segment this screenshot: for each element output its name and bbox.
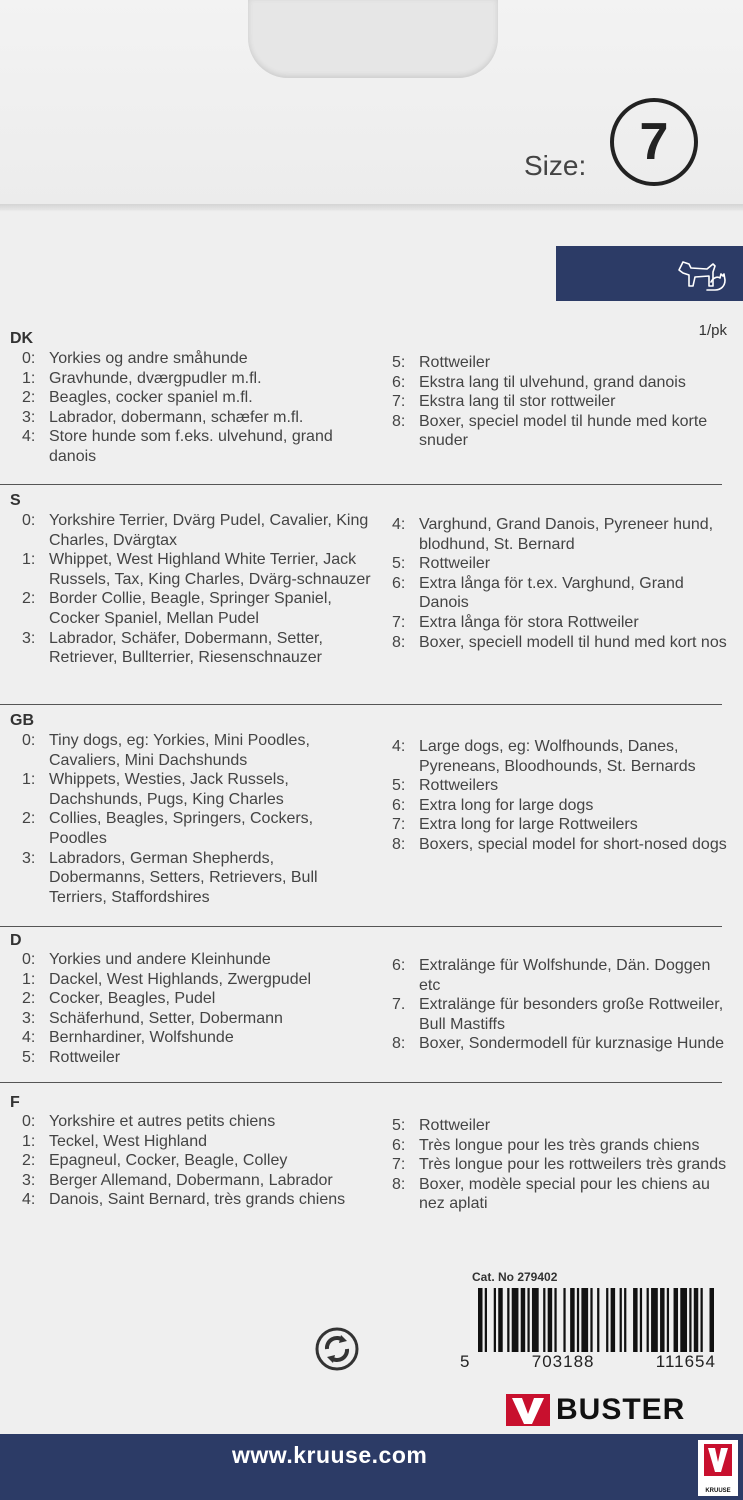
size-list-item: [22, 1028, 372, 1048]
size-number: 8:: [392, 1175, 406, 1193]
size-list-item: [22, 388, 372, 408]
breed-description: Bernhardiner, Wolfshunde: [49, 1029, 234, 1047]
d-right-list: [392, 956, 727, 1054]
breed-description: Labradors, German Shepherds, Dobermanns, Setters, Retrievers, Bull Terriers, Staffordshires: [49, 849, 318, 906]
size-list-item: [22, 770, 372, 809]
brand-name: BUSTER: [556, 1393, 686, 1426]
size-number: 8:: [392, 412, 406, 430]
gb-left-list: [22, 731, 372, 907]
hang-slot: [248, 0, 498, 78]
breed-description: Large dogs, eg: Wolfhounds, Danes, Pyreneans, Bloodhounds, St. Bernards: [419, 738, 696, 775]
size-number: 6:: [392, 796, 406, 814]
size-number: 0:: [22, 732, 36, 749]
barcode-bar: [554, 1288, 556, 1352]
size-number: 0:: [22, 350, 36, 367]
size-number: 1:: [22, 369, 36, 387]
catalog-number: Cat. No 279402: [472, 1270, 558, 1284]
size-number: 8:: [392, 835, 406, 853]
size-number: 8:: [392, 1035, 406, 1053]
breed-description: Extralänge für Wolfshunde, Dän. Doggen etc: [419, 957, 711, 994]
size-list-item: [392, 554, 732, 574]
size-number: 6:: [392, 957, 406, 974]
size-list-item: [22, 809, 372, 848]
barcode-bar: [581, 1288, 588, 1352]
breed-description: Labrador, Schäfer, Dobermann, Setter, Retriever, Bullterrier, Riesenschnauzer: [49, 629, 323, 667]
size-list-item: [392, 796, 727, 816]
size-list-item: [392, 956, 727, 995]
size-list-item: [392, 776, 727, 796]
size-number: 3:: [22, 408, 36, 426]
size-list-item: [22, 589, 372, 628]
size-label: Size:: [524, 150, 587, 181]
section-divider: [0, 926, 722, 927]
size-list-item: [392, 1034, 727, 1054]
breed-description: Tiny dogs, eg: Yorkies, Mini Poodles, Cavaliers, Mini Dachshunds: [49, 732, 310, 769]
maker-name: KRUUSE: [705, 1488, 731, 1494]
lang-code-s: S: [10, 492, 21, 509]
lang-code-gb: GB: [10, 712, 34, 729]
barcode-bar: [543, 1288, 545, 1352]
size-list-item: [22, 408, 372, 428]
size-number: 4:: [392, 738, 406, 755]
size-list-item: [22, 970, 372, 990]
breed-description: Très longue pour les rottweilers très grands: [419, 1156, 727, 1174]
size-list-item: [392, 574, 732, 613]
size-list-item: [22, 550, 372, 589]
size-list-item: [22, 1171, 372, 1191]
size-list-item: [392, 373, 727, 393]
barcode: [478, 1288, 714, 1352]
size-number: 6:: [392, 373, 406, 391]
size-number: 3:: [22, 1009, 36, 1027]
breed-description: Danois, Saint Bernard, très grands chiens: [49, 1191, 346, 1209]
lang-code-f: F: [10, 1094, 20, 1111]
breed-description: Store hunde som f.eks. ulvehund, grand danois: [49, 428, 333, 465]
size-number: 5:: [392, 555, 406, 573]
barcode-bar: [563, 1288, 565, 1352]
size-list-item: [22, 731, 372, 770]
size-number: 4:: [22, 1191, 36, 1209]
species-bar: [556, 246, 743, 301]
size-list-item: [22, 1112, 372, 1132]
recycle-icon: [315, 1327, 359, 1371]
breed-description: Rottweiler: [419, 555, 491, 573]
breed-description: Yorkies und andere Kleinhunde: [49, 951, 271, 968]
barcode-digit-group: 703188: [531, 1352, 595, 1371]
size-number: 6:: [392, 574, 406, 592]
barcode-bar: [667, 1288, 669, 1352]
breed-description: Rottweiler: [419, 1117, 491, 1134]
dog-cat-icon: [673, 252, 729, 294]
breed-description: Gravhunde, dværgpudler m.fl.: [49, 369, 262, 387]
barcode-bar: [532, 1288, 539, 1352]
barcode-bar: [548, 1288, 552, 1352]
size-number: 4:: [392, 516, 406, 533]
barcode-bar: [620, 1288, 622, 1352]
size-list-item: [22, 349, 372, 369]
barcode-bar: [478, 1288, 482, 1352]
breed-description: Boxer, speciel model til hunde med korte snuder: [419, 412, 708, 450]
barcode-digit-group: 111654: [655, 1352, 716, 1371]
size-number: 3:: [22, 849, 36, 867]
size-number: 2:: [22, 990, 36, 1008]
breed-description: Ekstra lang til ulvehund, grand danois: [419, 373, 686, 391]
size-list-item: [392, 1155, 732, 1175]
size-list-item: [22, 1190, 372, 1210]
d-left-list: [22, 950, 372, 1068]
size-number: 0:: [22, 951, 36, 968]
size-list-item: [22, 1009, 372, 1029]
breed-description: Teckel, West Highland: [49, 1132, 207, 1150]
s-left-list: [22, 511, 372, 668]
breed-description: Whippet, West Highland White Terrier, Jack Russels, Tax, King Charles, Dvärg-schnauzer: [49, 551, 371, 588]
barcode-bar: [689, 1288, 691, 1352]
size-number: 1:: [22, 551, 36, 569]
breed-description: Yorkshire et autres petits chiens: [49, 1113, 276, 1130]
size-number: 2:: [22, 389, 36, 407]
size-number: 0:: [22, 1113, 36, 1130]
breed-description: Extra långa för t.ex. Varghund, Grand Danois: [419, 574, 684, 612]
size-list-item: [392, 633, 732, 653]
size-number: 1:: [22, 771, 36, 789]
breed-description: Rottweiler: [49, 1048, 121, 1066]
barcode-bar: [606, 1288, 608, 1352]
breed-description: Schäferhund, Setter, Dobermann: [49, 1009, 283, 1027]
kruuse-logo: [698, 1440, 738, 1496]
section-divider: [0, 1082, 722, 1083]
barcode-bar: [694, 1288, 698, 1352]
size-list-item: [22, 1151, 372, 1171]
size-number: 5:: [22, 1048, 36, 1066]
size-list-item: [22, 427, 372, 466]
breed-description: Extralänge für besonders große Rottweiler, Bull Mastiffs: [419, 996, 724, 1033]
barcode-bar: [494, 1288, 496, 1352]
dk-right-list: [392, 353, 727, 451]
size-list-item: [392, 515, 732, 554]
size-number: 7:: [392, 613, 406, 631]
breed-description: Labrador, dobermann, schæfer m.fl.: [49, 408, 304, 426]
breed-description: Collies, Beagles, Springers, Cockers, Poodles: [49, 810, 314, 847]
size-list-item: [22, 511, 372, 550]
size-list-item: [392, 815, 727, 835]
size-list-item: [392, 835, 727, 855]
buster-logo: [506, 1392, 685, 1428]
barcode-bar: [680, 1288, 687, 1352]
size-list-item: [392, 613, 732, 633]
barcode-bar: [512, 1288, 519, 1352]
section-divider: [0, 704, 722, 705]
barcode-bar: [633, 1288, 637, 1352]
size-number: 3:: [22, 629, 36, 647]
breed-description: Ekstra lang til stor rottweiler: [419, 393, 616, 411]
size-list-item: [22, 849, 372, 908]
gb-right-list: [392, 737, 727, 855]
size-number: 4:: [22, 1029, 36, 1047]
breed-description: Très longue pour les très grands chiens: [419, 1136, 700, 1154]
buster-v-mark-icon: [506, 1394, 550, 1426]
barcode-bar: [521, 1288, 525, 1352]
breed-description: Boxers, special model for short-nosed dogs: [419, 835, 727, 853]
website-url[interactable]: www.kruuse.com: [232, 1442, 428, 1468]
breed-description: Varghund, Grand Danois, Pyreneer hund, blodhund, St. Bernard: [419, 516, 714, 553]
breed-description: Extra long for large dogs: [419, 796, 594, 814]
barcode-bar: [674, 1288, 678, 1352]
size-number: 2:: [22, 810, 36, 828]
breed-description: Boxer, speciell modell til hund med kort nos: [419, 633, 727, 651]
kruuse-v-icon: [698, 1440, 738, 1484]
size-value: 7: [639, 113, 669, 171]
size-list-item: [22, 989, 372, 1009]
barcode-digits: [460, 1352, 716, 1372]
barcode-digit-group: 5: [460, 1352, 471, 1371]
size-list-item: [22, 1048, 372, 1068]
size-number: 1:: [22, 1132, 36, 1150]
lang-code-d: D: [10, 932, 22, 949]
f-left-list: [22, 1112, 372, 1210]
dk-left-list: [22, 349, 372, 467]
s-right-list: [392, 515, 732, 652]
f-right-list: [392, 1116, 732, 1214]
breed-description: Berger Allemand, Dobermann, Labrador: [49, 1171, 333, 1189]
breed-description: Beagles, cocker spaniel m.fl.: [49, 389, 253, 407]
size-list-item: [392, 412, 727, 451]
size-number: 7:: [392, 816, 406, 834]
barcode-bar: [611, 1288, 615, 1352]
size-number: 5:: [392, 1117, 406, 1134]
breed-description: Epagneul, Cocker, Beagle, Colley: [49, 1152, 288, 1170]
breed-description: Rottweiler: [419, 354, 491, 371]
breed-description: Yorkshire Terrier, Dvärg Pudel, Cavalier, King Charles, Dvärgtax: [49, 512, 369, 549]
size-number: 7:: [392, 1156, 406, 1174]
size-list-item: [392, 353, 727, 373]
size-number: 6:: [392, 1136, 406, 1154]
size-list-item: [22, 629, 372, 668]
breed-description: Extra long for large Rottweilers: [419, 816, 638, 834]
size-number: 5:: [392, 354, 406, 371]
barcode-bar: [577, 1288, 579, 1352]
size-number: 7:: [392, 393, 406, 411]
barcode-bar: [710, 1288, 714, 1352]
size-number: 1:: [22, 970, 36, 988]
barcode-bar: [485, 1288, 487, 1352]
size-list-item: [392, 1175, 732, 1214]
fold-shadow: [0, 204, 743, 212]
size-number: 4:: [22, 428, 36, 446]
size-badge: [610, 98, 698, 186]
breed-description: Cocker, Beagles, Pudel: [49, 990, 216, 1008]
breed-description: Dackel, West Highlands, Zwergpudel: [49, 970, 312, 988]
barcode-bar: [597, 1288, 599, 1352]
lang-code-dk: DK: [10, 330, 34, 347]
size-number: 3:: [22, 1171, 36, 1189]
breed-description: Whippets, Westies, Jack Russels, Dachshunds, Pugs, King Charles: [49, 771, 289, 808]
barcode-bar: [701, 1288, 703, 1352]
size-list-item: [392, 737, 727, 776]
barcode-bar: [624, 1288, 626, 1352]
size-list-item: [392, 1116, 732, 1136]
breed-description: Rottweilers: [419, 777, 499, 795]
size-number: 5:: [392, 777, 406, 795]
size-list-item: [392, 995, 727, 1034]
barcode-bar: [640, 1288, 642, 1352]
pack-quantity: 1/pk: [698, 322, 727, 339]
size-number: 7.: [392, 996, 406, 1014]
barcode-bar: [527, 1288, 529, 1352]
size-list-item: [22, 369, 372, 389]
barcode-bar: [651, 1288, 658, 1352]
size-list-item: [392, 1136, 732, 1156]
section-divider: [0, 484, 722, 485]
size-list-item: [22, 1132, 372, 1152]
breed-description: Extra långa för stora Rottweiler: [419, 613, 639, 631]
barcode-bar: [498, 1288, 502, 1352]
size-list-item: [392, 392, 727, 412]
size-number: 2:: [22, 590, 36, 608]
breed-description: Yorkies og andre småhunde: [49, 350, 248, 367]
size-number: 8:: [392, 633, 406, 651]
barcode-bar: [507, 1288, 509, 1352]
size-list-item: [22, 950, 372, 970]
barcode-bar: [590, 1288, 592, 1352]
barcode-bar: [660, 1288, 664, 1352]
size-number: 2:: [22, 1152, 36, 1170]
barcode-bar: [570, 1288, 574, 1352]
breed-description: Boxer, Sondermodell für kurznasige Hunde: [419, 1035, 725, 1053]
breed-description: Boxer, modèle special pour les chiens au nez aplati: [419, 1175, 710, 1213]
barcode-bar: [647, 1288, 649, 1352]
breed-description: Border Collie, Beagle, Springer Spaniel, Cocker Spaniel, Mellan Pudel: [49, 590, 332, 627]
size-number: 0:: [22, 512, 36, 529]
